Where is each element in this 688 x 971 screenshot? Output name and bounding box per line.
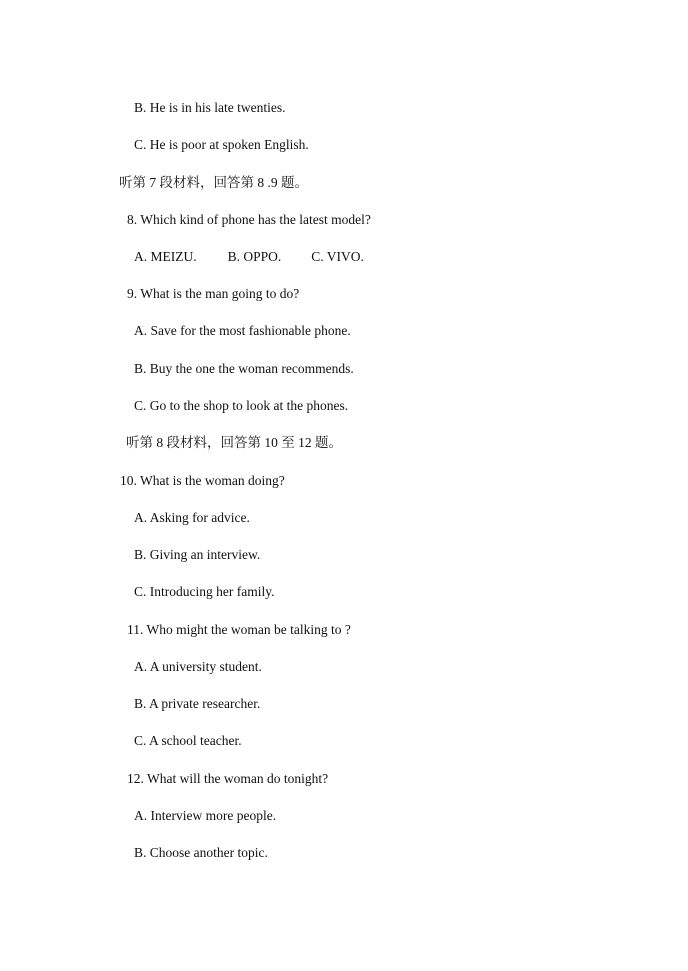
- question-9: 9. What is the man going to do?: [127, 286, 300, 301]
- option-q8-a: A. MEIZU.: [134, 249, 197, 264]
- question-12: 12. What will the woman do tonight?: [127, 771, 329, 786]
- option-q12-b: B. Choose another topic.: [134, 845, 268, 860]
- option-q12-a: A. Interview more people.: [134, 808, 277, 823]
- section-heading-8: 听第 8 段材料，回答第 10 至 12 题。: [126, 435, 342, 450]
- section-heading-7: 听第 7 段材料，回答第 8 .9 题。: [119, 175, 308, 190]
- question-11: 11. Who might the woman be talking to ?: [127, 622, 351, 637]
- question-8: 8. Which kind of phone has the latest model?: [127, 212, 371, 227]
- option-q8-b: B. OPPO.: [227, 249, 282, 264]
- option-q11-a: A. A university student.: [134, 659, 262, 674]
- option-q10-a: A. Asking for advice.: [134, 510, 250, 525]
- option-q7-c: C. He is poor at spoken English.: [134, 137, 309, 152]
- option-q9-a: A. Save for the most fashionable phone.: [134, 323, 351, 338]
- option-q9-b: B. Buy the one the woman recommends.: [134, 361, 354, 376]
- option-q11-b: B. A private researcher.: [134, 696, 261, 711]
- option-q11-c: C. A school teacher.: [134, 733, 242, 748]
- option-q10-c: C. Introducing her family.: [134, 584, 275, 599]
- option-q7-b: B. He is in his late twenties.: [134, 100, 286, 115]
- question-10: 10. What is the woman doing?: [120, 473, 285, 488]
- option-q9-c: C. Go to the shop to look at the phones.: [134, 398, 349, 413]
- option-q8-c: C. VIVO.: [311, 249, 364, 264]
- options-q8: [134, 249, 364, 265]
- option-q10-b: B. Giving an interview.: [134, 547, 261, 562]
